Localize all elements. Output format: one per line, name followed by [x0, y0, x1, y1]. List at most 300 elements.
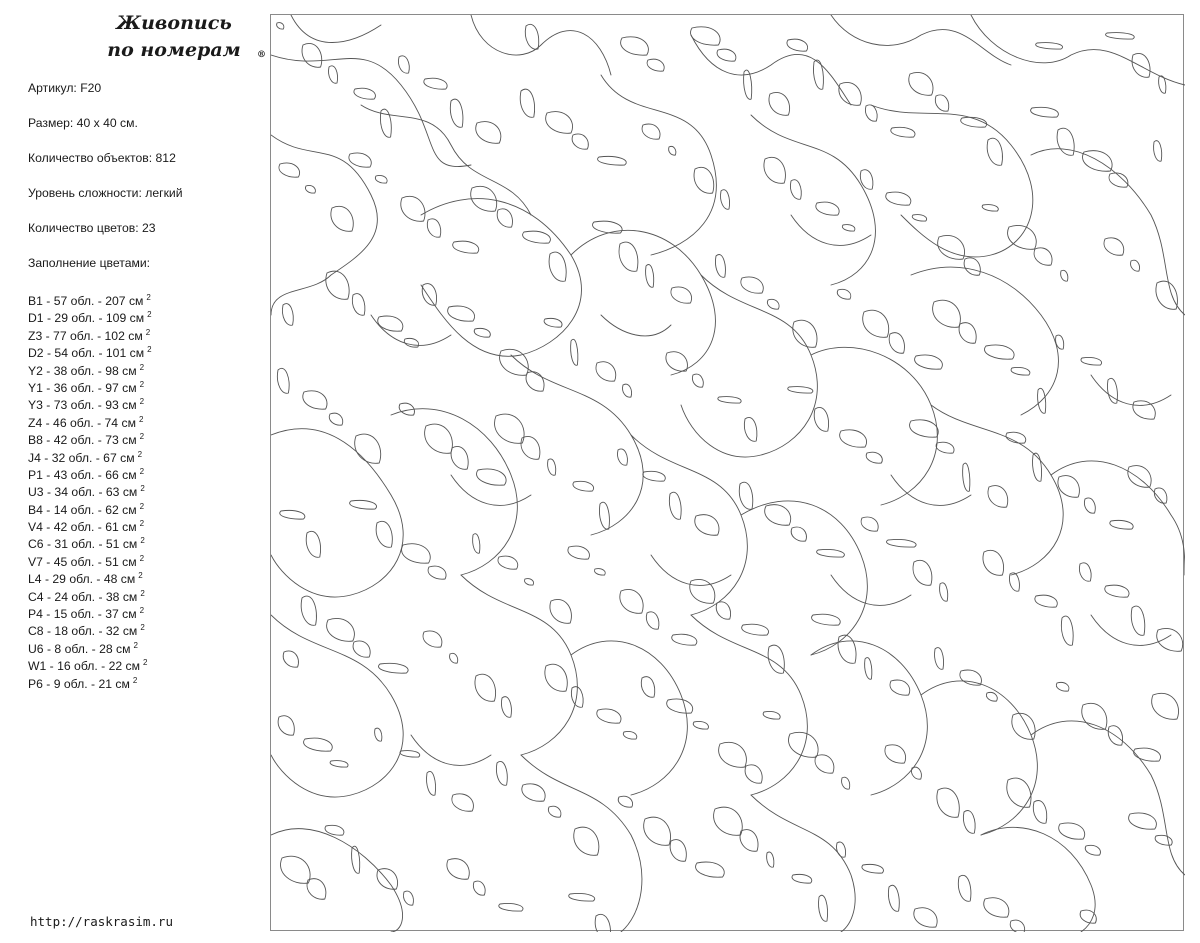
- region-cell: [1083, 151, 1113, 172]
- legend-row: [28, 411, 152, 428]
- legend-row-unit-power: 2: [139, 519, 145, 529]
- region-cell: [329, 66, 338, 83]
- region-cell: [744, 417, 757, 441]
- region-cell: [498, 556, 518, 569]
- region-cell: [326, 271, 349, 299]
- region-cell: [696, 862, 725, 877]
- region-cell: [716, 254, 726, 277]
- region-cell: [1134, 748, 1161, 761]
- region-cell: [1034, 248, 1052, 265]
- region-cell: [1012, 713, 1035, 739]
- region-cell: [279, 163, 300, 177]
- region-cell: [986, 692, 997, 701]
- region-cell: [568, 546, 590, 559]
- region-cell: [325, 825, 344, 835]
- region-cell: [402, 544, 431, 564]
- region-cell: [623, 731, 636, 739]
- legend-row-unit-power: 2: [139, 553, 145, 563]
- region-cell: [546, 112, 573, 134]
- region-cell: [545, 664, 567, 691]
- region-cell: [447, 859, 469, 880]
- legend-row-unit-power: 2: [139, 466, 145, 476]
- region-cell: [842, 777, 850, 789]
- outline-stroke: [791, 215, 871, 245]
- region-cell: [963, 463, 970, 491]
- legend-row: [28, 532, 152, 552]
- region-cell: [572, 134, 588, 149]
- outline-stroke: [691, 615, 807, 795]
- outline-stroke: [421, 199, 581, 357]
- legend-row-unit-power: 2: [133, 640, 138, 650]
- region-cell: [987, 138, 1002, 165]
- legend-row: [28, 550, 152, 567]
- outline-stroke: [831, 575, 911, 605]
- site-url[interactable]: http://raskrasim.ru: [30, 914, 173, 929]
- region-cell: [495, 414, 525, 443]
- region-cell: [767, 299, 779, 309]
- region-cell: [569, 893, 595, 901]
- region-cell: [424, 78, 447, 89]
- object-count: Количество объектов: 812: [28, 151, 176, 165]
- region-cell: [1106, 33, 1135, 40]
- legend-row: [28, 498, 152, 515]
- legend-row-unit-power: 2: [139, 432, 145, 442]
- region-cell: [1129, 813, 1157, 829]
- legend-row-text: B1 - 57 обл. - 207 см: [28, 294, 144, 308]
- legend-row-unit-power: 2: [139, 397, 145, 407]
- region-cell: [984, 898, 1009, 918]
- legend-row-unit-power: 2: [139, 606, 145, 616]
- registered-mark: ®: [257, 50, 266, 60]
- region-cell: [866, 452, 882, 463]
- region-cell: [888, 885, 899, 911]
- outline-stroke: [521, 755, 642, 932]
- outline-stroke: [1091, 615, 1171, 645]
- region-cell: [1059, 823, 1085, 839]
- line-art-illustration: [271, 15, 1185, 932]
- region-cell: [693, 721, 708, 729]
- region-cell: [935, 95, 948, 111]
- legend-row-text: W1 - 16 обл. - 22 см: [28, 659, 141, 674]
- region-cell: [982, 205, 998, 212]
- region-cell: [768, 645, 784, 673]
- region-cell: [401, 196, 425, 221]
- region-cell: [837, 289, 850, 299]
- outline-stroke: [911, 267, 1058, 415]
- region-cell: [474, 328, 490, 337]
- region-cell: [647, 59, 664, 71]
- region-cell: [425, 424, 453, 453]
- legend-row-text: P4 - 15 обл. - 37 см: [28, 607, 137, 622]
- article-number: Артикул: F20: [28, 81, 102, 95]
- region-cell: [594, 569, 605, 576]
- legend-row-unit-power: 2: [137, 449, 143, 459]
- region-cell: [525, 579, 534, 586]
- region-cell: [422, 284, 436, 306]
- region-cell: [910, 420, 939, 437]
- region-cell: [451, 446, 468, 469]
- outline-stroke: [751, 115, 875, 285]
- region-cell: [1156, 281, 1178, 309]
- region-cell: [865, 105, 877, 121]
- region-cell: [913, 560, 932, 585]
- region-cell: [692, 374, 703, 387]
- region-cell: [862, 864, 884, 873]
- legend-row-text: Z4 - 46 обл. - 74 см: [28, 415, 136, 430]
- outline-stroke: [601, 315, 671, 336]
- region-cell: [307, 879, 326, 900]
- difficulty-level: Уровень сложности: легкий: [28, 186, 183, 200]
- region-cell: [1152, 693, 1179, 719]
- region-cell: [453, 241, 479, 253]
- outline-stroke: [291, 15, 381, 43]
- outline-stroke: [361, 105, 531, 215]
- legend-row-unit-power: 2: [140, 484, 145, 494]
- region-cell: [1036, 43, 1063, 50]
- region-cell: [350, 500, 377, 509]
- region-cell: [621, 37, 649, 55]
- legend-row-unit-power: 2: [147, 310, 152, 320]
- outline-stroke: [1031, 721, 1185, 875]
- outline-stroke: [411, 735, 491, 765]
- legend-row: [28, 376, 152, 393]
- region-cell: [618, 449, 628, 465]
- region-cell: [669, 146, 676, 155]
- region-cell: [329, 413, 342, 425]
- region-cell: [717, 49, 736, 61]
- region-cell: [306, 531, 320, 557]
- region-cell: [1033, 800, 1046, 823]
- outline-stroke: [751, 795, 855, 932]
- region-cell: [623, 384, 632, 397]
- region-cell: [740, 830, 758, 852]
- outline-stroke: [461, 575, 577, 755]
- region-cell: [861, 517, 878, 531]
- brand-logo: [84, 10, 264, 64]
- region-cell: [352, 294, 365, 316]
- legend-row: [28, 602, 152, 622]
- legend-row: [28, 654, 152, 674]
- outline-stroke: [631, 435, 747, 615]
- region-cell: [548, 806, 561, 817]
- legend-row: [28, 306, 152, 326]
- legend-row-text: Y1 - 36 обл. - 97 см: [28, 380, 137, 395]
- region-cell: [302, 43, 322, 67]
- legend-row-text: C6 - 31 обл. - 51 см: [28, 537, 138, 552]
- region-cell: [423, 631, 442, 647]
- region-cell: [721, 190, 730, 210]
- region-cell: [842, 225, 855, 232]
- region-cell: [915, 355, 943, 369]
- region-cell: [301, 596, 316, 625]
- legend-row-text: D2 - 54 обл. - 101 см: [28, 346, 145, 361]
- region-cell: [378, 316, 403, 331]
- region-cell: [837, 842, 846, 857]
- region-cell: [544, 318, 562, 327]
- region-cell: [448, 306, 475, 321]
- region-cell: [1058, 476, 1080, 498]
- region-cell: [376, 521, 392, 547]
- region-cell: [427, 771, 436, 795]
- outline-stroke: [451, 475, 531, 505]
- region-cell: [1154, 141, 1162, 162]
- region-cell: [840, 430, 867, 447]
- region-cell: [1104, 238, 1124, 255]
- region-cell: [914, 908, 937, 928]
- region-cell: [672, 634, 697, 645]
- region-cell: [497, 209, 512, 227]
- region-cell: [985, 345, 1015, 359]
- canvas-size: Размер: 40 х 40 см.: [28, 116, 138, 130]
- region-cell: [353, 641, 370, 657]
- brand-line-1: Живопись: [116, 12, 232, 34]
- fill-heading: Заполнение цветами:: [28, 256, 151, 270]
- legend-row-unit-power: 2: [140, 588, 145, 598]
- region-cell: [526, 372, 544, 392]
- region-cell: [1084, 498, 1095, 513]
- region-cell: [355, 434, 381, 463]
- region-cell: [912, 767, 922, 779]
- region-cell: [641, 677, 654, 698]
- region-cell: [549, 252, 566, 281]
- region-cell: [694, 167, 714, 193]
- region-cell: [983, 550, 1004, 575]
- coloring-canvas: [270, 14, 1184, 931]
- legend-row-unit-power: 2: [138, 414, 144, 424]
- legend-row: [28, 515, 152, 535]
- region-cell: [787, 39, 808, 51]
- region-cell: [669, 492, 681, 519]
- region-cell: [839, 82, 861, 105]
- legend-row-text: P1 - 43 обл. - 66 см: [28, 467, 137, 482]
- region-cell: [1031, 107, 1059, 117]
- legend-row-unit-power: 2: [145, 327, 151, 337]
- region-cell: [574, 827, 599, 855]
- region-cell: [646, 264, 654, 287]
- region-cell: [398, 56, 409, 73]
- legend-row-text: V4 - 42 обл. - 61 см: [28, 520, 137, 535]
- region-cell: [1132, 53, 1150, 77]
- legend-row: [28, 324, 152, 341]
- region-cell: [769, 92, 790, 115]
- legend-row-unit-power: 2: [139, 379, 145, 389]
- legend-row-unit-power: 2: [140, 536, 145, 546]
- region-cell: [1081, 357, 1102, 365]
- region-cell: [400, 751, 420, 758]
- legend-row: [28, 463, 152, 480]
- outline-stroke: [811, 641, 927, 795]
- region-cell: [763, 711, 780, 719]
- region-cell: [522, 784, 545, 801]
- legend-row: [28, 480, 152, 500]
- region-cell: [1079, 563, 1091, 581]
- region-cell: [1154, 488, 1167, 503]
- legend-row: [28, 393, 152, 413]
- region-cell: [598, 156, 627, 165]
- region-cell: [520, 89, 534, 117]
- region-cell: [1010, 573, 1020, 591]
- outline-stroke: [831, 15, 1011, 65]
- region-cell: [1008, 225, 1037, 249]
- region-cell: [812, 614, 841, 625]
- region-cell: [643, 471, 665, 481]
- region-cell: [476, 122, 501, 144]
- region-cell: [909, 72, 933, 95]
- region-cell: [1010, 920, 1024, 932]
- region-cell: [642, 124, 660, 139]
- outline-stroke: [931, 405, 1063, 575]
- outline-stroke: [571, 641, 687, 795]
- region-cell: [571, 339, 578, 365]
- region-cell: [889, 333, 904, 354]
- legend-row: [28, 585, 152, 602]
- region-cell: [1131, 260, 1140, 271]
- region-cell: [281, 856, 311, 883]
- region-cell: [646, 612, 659, 629]
- region-cell: [597, 709, 621, 723]
- outline-stroke: [471, 15, 611, 75]
- outline-stroke: [1051, 461, 1185, 575]
- region-cell: [1007, 778, 1031, 807]
- region-cell: [349, 153, 371, 167]
- outline-stroke: [271, 55, 471, 167]
- outline-stroke: [891, 475, 971, 505]
- region-cell: [959, 323, 976, 344]
- region-cell: [718, 397, 741, 404]
- region-cell: [282, 304, 293, 326]
- legend-row: [28, 289, 152, 306]
- legend-row: [28, 446, 152, 463]
- region-cell: [1056, 682, 1069, 691]
- region-cell: [964, 258, 980, 275]
- region-cell: [428, 566, 446, 579]
- outline-stroke: [571, 230, 715, 375]
- region-cell: [573, 481, 594, 491]
- color-legend: [28, 289, 152, 689]
- region-cell: [816, 202, 839, 215]
- region-cell: [306, 185, 316, 193]
- region-cell: [375, 728, 382, 741]
- region-cell: [473, 534, 480, 554]
- region-cell: [600, 502, 610, 529]
- legend-row-unit-power: 2: [132, 675, 138, 685]
- region-cell: [912, 215, 926, 222]
- region-cell: [1061, 270, 1068, 281]
- region-cell: [958, 875, 971, 901]
- legend-row-text: Y3 - 73 обл. - 93 см: [28, 398, 137, 413]
- legend-row: [28, 567, 152, 587]
- region-cell: [690, 579, 715, 603]
- legend-row-text: B8 - 42 обл. - 73 см: [28, 433, 137, 448]
- legend-row-unit-power: 2: [147, 345, 152, 355]
- region-cell: [475, 674, 496, 701]
- region-cell: [933, 300, 961, 327]
- outline-stroke: [271, 135, 377, 315]
- region-cell: [280, 510, 305, 519]
- brand-line-2: по номерам: [107, 39, 241, 61]
- region-cell: [791, 527, 806, 541]
- outline-stroke: [981, 827, 1095, 932]
- region-cell: [765, 505, 791, 526]
- region-cell: [452, 794, 474, 811]
- region-cell: [890, 680, 910, 695]
- region-cell: [1131, 606, 1144, 635]
- legend-row: [28, 637, 152, 654]
- legend-row-unit-power: 2: [139, 501, 145, 511]
- region-cell: [1035, 595, 1057, 607]
- region-cell: [885, 745, 906, 763]
- legend-row-unit-power: 2: [139, 362, 145, 372]
- region-cell: [595, 914, 610, 932]
- region-cell: [767, 852, 774, 867]
- region-cell: [550, 599, 572, 623]
- region-cell: [719, 742, 747, 767]
- region-cell: [644, 817, 671, 845]
- legend-row-unit-power: 2: [138, 571, 143, 581]
- outline-stroke: [811, 347, 937, 505]
- region-cell: [502, 697, 512, 718]
- region-cell: [792, 874, 812, 883]
- outline-stroke: [1031, 149, 1185, 315]
- region-cell: [303, 391, 327, 409]
- region-cell: [500, 349, 529, 375]
- region-cell: [304, 738, 333, 751]
- region-cell: [1061, 616, 1073, 645]
- product-meta: [28, 80, 183, 290]
- region-cell: [278, 716, 294, 736]
- region-cell: [742, 624, 769, 635]
- info-sidebar: [28, 0, 266, 943]
- legend-row-text: L4 - 29 обл. - 48 см: [28, 572, 136, 587]
- region-cell: [1011, 367, 1030, 375]
- outline-stroke: [921, 681, 1037, 835]
- region-cell: [667, 699, 693, 713]
- legend-row-unit-power: 2: [146, 293, 151, 302]
- legend-row-text: C8 - 18 обл. - 32 см: [28, 624, 138, 639]
- region-cell: [819, 895, 828, 921]
- region-cell: [937, 788, 959, 817]
- legend-row-text: U6 - 8 обл. - 28 см: [28, 641, 131, 656]
- region-cell: [891, 127, 915, 137]
- legend-row: [28, 428, 152, 448]
- region-cell: [739, 482, 752, 509]
- region-cell: [277, 23, 284, 30]
- region-cell: [499, 903, 523, 911]
- region-cell: [375, 175, 387, 183]
- outline-stroke: [371, 315, 451, 345]
- legend-row-text: J4 - 32 обл. - 67 см: [28, 450, 135, 465]
- legend-row: [28, 619, 152, 639]
- region-cell: [670, 840, 686, 862]
- region-cell: [1057, 128, 1074, 155]
- region-cell: [379, 663, 409, 673]
- region-cell: [330, 761, 348, 768]
- region-cell: [714, 807, 743, 835]
- legend-row-text: B4 - 14 обл. - 62 см: [28, 502, 137, 517]
- region-cell: [619, 242, 638, 271]
- region-cell: [1105, 585, 1129, 597]
- outline-stroke: [971, 15, 1185, 85]
- region-cell: [1157, 628, 1183, 651]
- region-cell: [716, 602, 730, 619]
- outline-stroke: [741, 501, 867, 655]
- region-cell: [935, 648, 944, 670]
- region-cell: [814, 60, 824, 89]
- legend-row: [28, 359, 152, 376]
- region-cell: [496, 761, 507, 785]
- region-cell: [936, 442, 954, 453]
- region-cell: [886, 192, 911, 205]
